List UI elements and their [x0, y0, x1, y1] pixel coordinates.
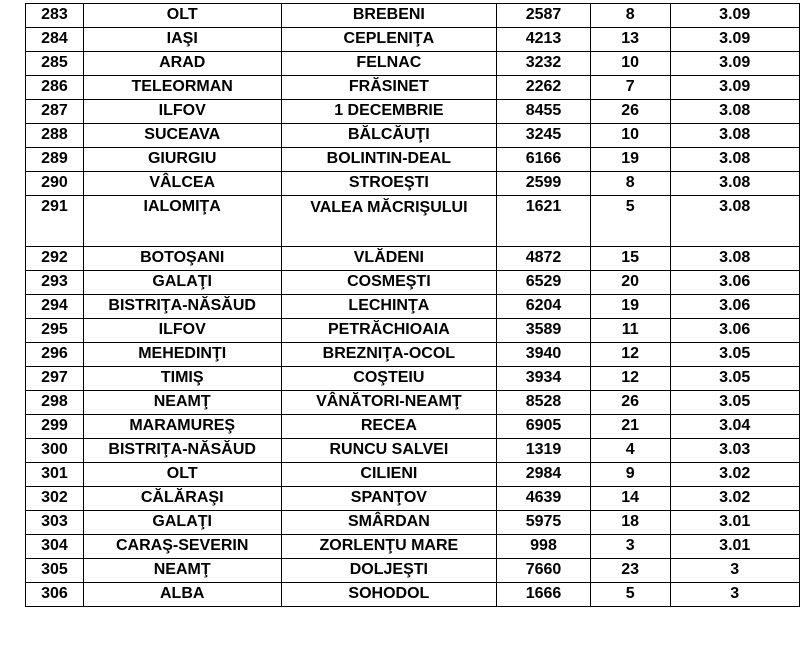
cell-county: GALAŢI	[83, 271, 281, 295]
cell-count: 14	[590, 487, 670, 511]
cell-county: OLT	[83, 4, 281, 28]
cell-population: 4872	[497, 247, 591, 271]
cell-count: 23	[590, 559, 670, 583]
cell-locality: BOLINTIN-DEAL	[281, 148, 497, 172]
cell-count: 19	[590, 148, 670, 172]
cell-rate: 3.06	[670, 319, 800, 343]
cell-county: ILFOV	[83, 319, 281, 343]
cell-population: 6905	[497, 415, 591, 439]
cell-locality: BREZNIŢA-OCOL	[281, 343, 497, 367]
cell-population: 1319	[497, 439, 591, 463]
cell-county: IALOMIŢA	[83, 196, 281, 247]
cell-count: 12	[590, 343, 670, 367]
cell-rate: 3.06	[670, 271, 800, 295]
cell-rank: 305	[26, 559, 84, 583]
table-row	[26, 271, 800, 295]
cell-county: OLT	[83, 463, 281, 487]
cell-locality: ZORLENŢU MARE	[281, 535, 497, 559]
table-row	[26, 439, 800, 463]
table-row	[26, 367, 800, 391]
cell-locality: RECEA	[281, 415, 497, 439]
cell-population: 8528	[497, 391, 591, 415]
cell-locality: FELNAC	[281, 52, 497, 76]
cell-rate: 3.06	[670, 295, 800, 319]
table-body	[26, 4, 800, 607]
table-row	[26, 295, 800, 319]
cell-county: MARAMUREŞ	[83, 415, 281, 439]
cell-population: 8455	[497, 100, 591, 124]
cell-rate: 3.08	[670, 196, 800, 247]
cell-population: 4213	[497, 28, 591, 52]
cell-count: 11	[590, 319, 670, 343]
cell-count: 15	[590, 247, 670, 271]
cell-rank: 286	[26, 76, 84, 100]
cell-county: BISTRIŢA-NĂSĂUD	[83, 295, 281, 319]
cell-county: BOTOŞANI	[83, 247, 281, 271]
table-row	[26, 52, 800, 76]
cell-rate: 3.09	[670, 76, 800, 100]
table-row	[26, 415, 800, 439]
table-row	[26, 172, 800, 196]
table-row	[26, 247, 800, 271]
cell-count: 4	[590, 439, 670, 463]
cell-rank: 304	[26, 535, 84, 559]
cell-population: 998	[497, 535, 591, 559]
table-row	[26, 76, 800, 100]
cell-rate: 3.01	[670, 511, 800, 535]
cell-locality: DOLJEŞTI	[281, 559, 497, 583]
cell-locality: COSMEŞTI	[281, 271, 497, 295]
cell-county: SUCEAVA	[83, 124, 281, 148]
cell-locality: BREBENI	[281, 4, 497, 28]
cell-rate: 3.08	[670, 148, 800, 172]
cell-rank: 296	[26, 343, 84, 367]
cell-population: 7660	[497, 559, 591, 583]
cell-locality: SPANŢOV	[281, 487, 497, 511]
cell-rank: 293	[26, 271, 84, 295]
cell-county: MEHEDINŢI	[83, 343, 281, 367]
cell-county: CĂLĂRAŞI	[83, 487, 281, 511]
cell-locality: LECHINŢA	[281, 295, 497, 319]
cell-population: 2599	[497, 172, 591, 196]
cell-count: 12	[590, 367, 670, 391]
cell-population: 5975	[497, 511, 591, 535]
cell-rate: 3.05	[670, 343, 800, 367]
cell-population: 6529	[497, 271, 591, 295]
table-row	[26, 343, 800, 367]
cell-rate: 3.05	[670, 391, 800, 415]
table-row	[26, 148, 800, 172]
table-row	[26, 487, 800, 511]
cell-county: TELEORMAN	[83, 76, 281, 100]
cell-locality: SOHODOL	[281, 583, 497, 607]
cell-rank: 302	[26, 487, 84, 511]
cell-rank: 303	[26, 511, 84, 535]
cell-rank: 283	[26, 4, 84, 28]
cell-county: NEAMŢ	[83, 391, 281, 415]
cell-population: 3589	[497, 319, 591, 343]
cell-locality: VALEA MĂCRIŞULUI	[281, 196, 497, 247]
cell-rank: 301	[26, 463, 84, 487]
cell-count: 9	[590, 463, 670, 487]
cell-count: 7	[590, 76, 670, 100]
cell-count: 26	[590, 100, 670, 124]
cell-county: BISTRIŢA-NĂSĂUD	[83, 439, 281, 463]
cell-county: TIMIŞ	[83, 367, 281, 391]
cell-count: 20	[590, 271, 670, 295]
cell-rate: 3.01	[670, 535, 800, 559]
cell-county: GIURGIU	[83, 148, 281, 172]
cell-rank: 292	[26, 247, 84, 271]
cell-locality: VLĂDENI	[281, 247, 497, 271]
cell-population: 6166	[497, 148, 591, 172]
table-row	[26, 535, 800, 559]
cell-population: 3934	[497, 367, 591, 391]
table-row	[26, 583, 800, 607]
cell-county: GALAŢI	[83, 511, 281, 535]
cell-locality: 1 DECEMBRIE	[281, 100, 497, 124]
cell-rate: 3.08	[670, 124, 800, 148]
cell-rate: 3.08	[670, 247, 800, 271]
cell-rank: 288	[26, 124, 84, 148]
cell-rank: 287	[26, 100, 84, 124]
cell-count: 10	[590, 52, 670, 76]
cell-rate: 3.02	[670, 463, 800, 487]
cell-population: 3245	[497, 124, 591, 148]
table-row	[26, 28, 800, 52]
cell-count: 26	[590, 391, 670, 415]
cell-locality: VÂNĂTORI-NEAMŢ	[281, 391, 497, 415]
cell-rate: 3.05	[670, 367, 800, 391]
cell-count: 8	[590, 4, 670, 28]
cell-rate: 3.09	[670, 4, 800, 28]
cell-rate: 3	[670, 583, 800, 607]
cell-county: ILFOV	[83, 100, 281, 124]
cell-rank: 306	[26, 583, 84, 607]
cell-population: 2984	[497, 463, 591, 487]
cell-county: ALBA	[83, 583, 281, 607]
cell-population: 2262	[497, 76, 591, 100]
cell-locality: FRĂSINET	[281, 76, 497, 100]
cell-rate: 3.09	[670, 52, 800, 76]
cell-rank: 285	[26, 52, 84, 76]
cell-rank: 300	[26, 439, 84, 463]
table-row	[26, 559, 800, 583]
cell-county: ARAD	[83, 52, 281, 76]
cell-county: VÂLCEA	[83, 172, 281, 196]
cell-count: 21	[590, 415, 670, 439]
cell-population: 4639	[497, 487, 591, 511]
cell-rate: 3.04	[670, 415, 800, 439]
cell-count: 8	[590, 172, 670, 196]
table-row	[26, 319, 800, 343]
cell-population: 6204	[497, 295, 591, 319]
cell-county: CARAŞ-SEVERIN	[83, 535, 281, 559]
cell-rank: 295	[26, 319, 84, 343]
cell-count: 13	[590, 28, 670, 52]
table-row	[26, 391, 800, 415]
cell-rank: 284	[26, 28, 84, 52]
cell-population: 2587	[497, 4, 591, 28]
cell-rank: 289	[26, 148, 84, 172]
cell-count: 3	[590, 535, 670, 559]
cell-rank: 299	[26, 415, 84, 439]
cell-locality: RUNCU SALVEI	[281, 439, 497, 463]
cell-rate: 3.08	[670, 100, 800, 124]
cell-rank: 298	[26, 391, 84, 415]
cell-rate: 3.08	[670, 172, 800, 196]
cell-locality: SMÂRDAN	[281, 511, 497, 535]
cell-locality: STROEŞTI	[281, 172, 497, 196]
cell-locality: PETRĂCHIOAIA	[281, 319, 497, 343]
cell-rank: 294	[26, 295, 84, 319]
cell-count: 19	[590, 295, 670, 319]
cell-count: 5	[590, 583, 670, 607]
cell-population: 1666	[497, 583, 591, 607]
cell-population: 3232	[497, 52, 591, 76]
cell-rate: 3	[670, 559, 800, 583]
cell-locality: COŞTEIU	[281, 367, 497, 391]
cell-count: 10	[590, 124, 670, 148]
cell-rank: 291	[26, 196, 84, 247]
cell-count: 5	[590, 196, 670, 247]
cell-rate: 3.03	[670, 439, 800, 463]
cell-locality: CEPLENIŢA	[281, 28, 497, 52]
table-row	[26, 196, 800, 247]
cell-rate: 3.02	[670, 487, 800, 511]
cell-county: IAŞI	[83, 28, 281, 52]
cell-rank: 297	[26, 367, 84, 391]
cell-rank: 290	[26, 172, 84, 196]
table-row	[26, 4, 800, 28]
cell-count: 18	[590, 511, 670, 535]
cell-rate: 3.09	[670, 28, 800, 52]
cell-population: 3940	[497, 343, 591, 367]
table-row	[26, 511, 800, 535]
cell-county: NEAMŢ	[83, 559, 281, 583]
cell-locality: CILIENI	[281, 463, 497, 487]
cell-locality: BĂLCĂUŢI	[281, 124, 497, 148]
table-row	[26, 100, 800, 124]
table-row	[26, 124, 800, 148]
table-row	[26, 463, 800, 487]
cell-population: 1621	[497, 196, 591, 247]
data-table	[25, 3, 800, 607]
